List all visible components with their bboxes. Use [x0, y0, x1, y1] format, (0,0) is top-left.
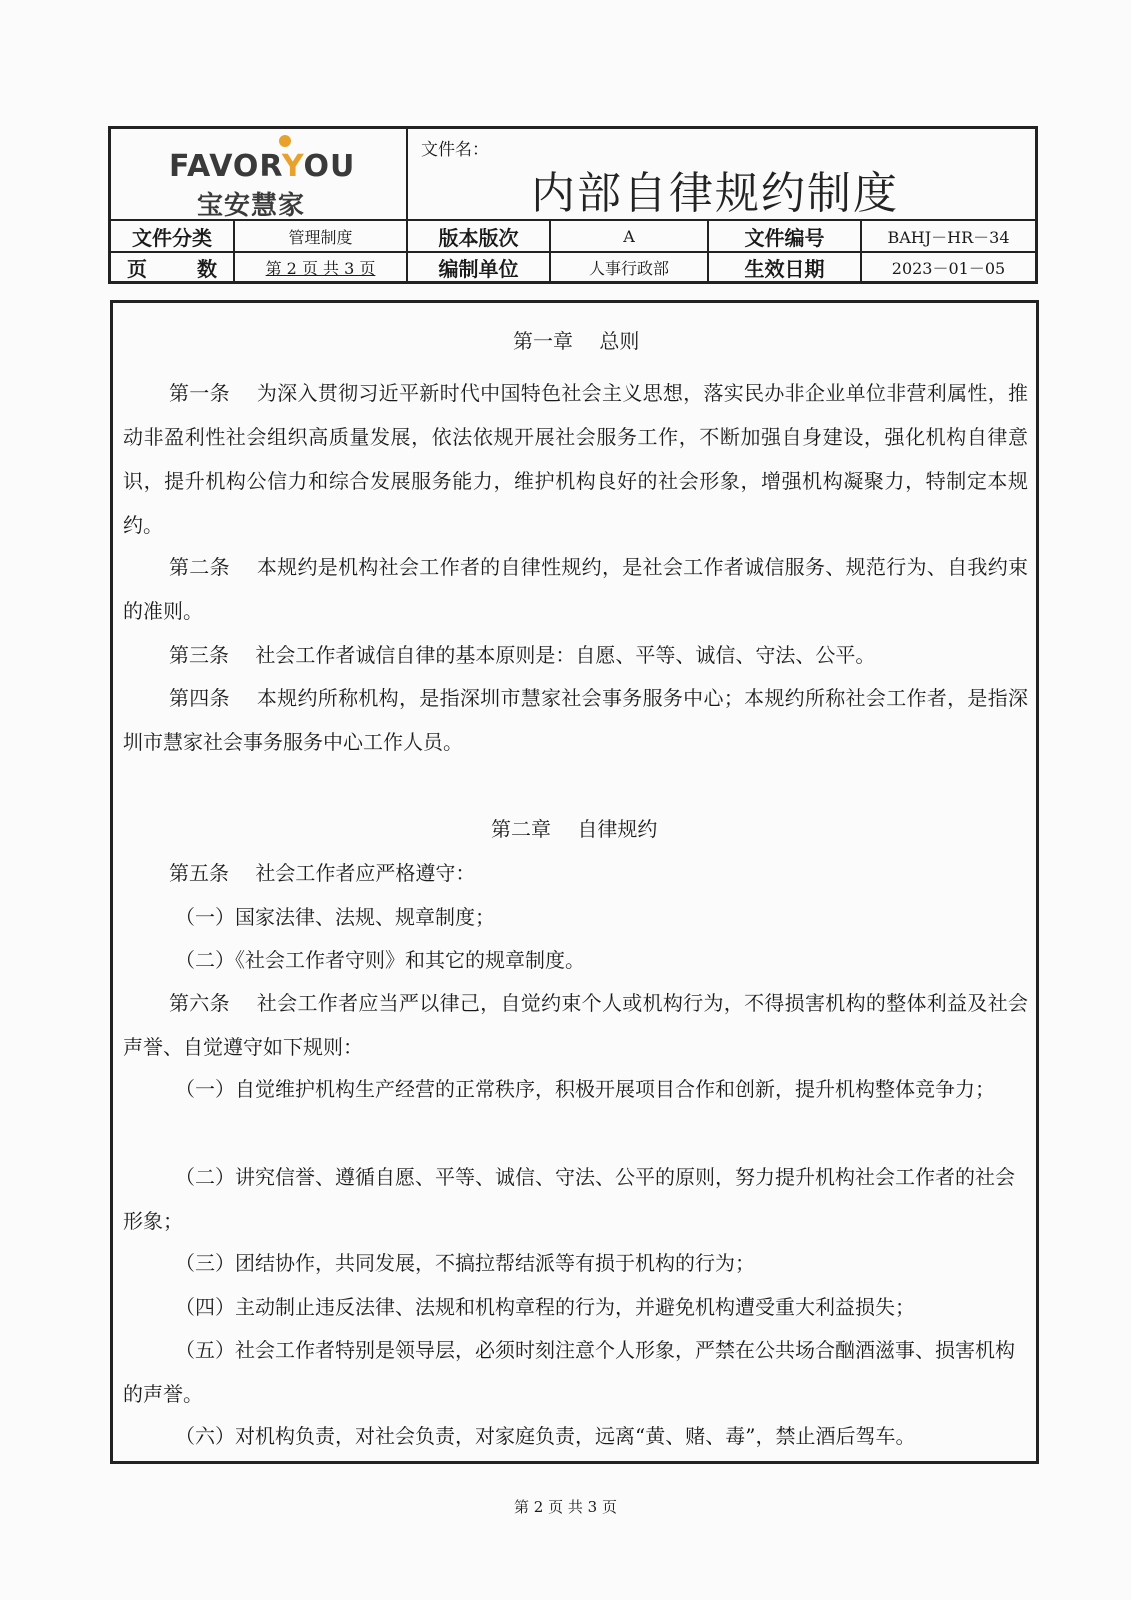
- document-header: [108, 126, 1038, 284]
- header-row-2: [111, 251, 1035, 281]
- logo-english: FAVORYOU: [169, 149, 356, 184]
- version-label: 版本版次: [408, 221, 551, 252]
- article-5-item-2: （二）《社会工作者守则》和其它的规章制度。: [175, 948, 585, 972]
- article-5: 第五条 社会工作者应严格遵守：: [169, 861, 476, 885]
- document-body: [110, 300, 1039, 1464]
- article-3: 第三条 社会工作者诚信自律的基本原则是：自愿、平等、诚信、守法、公平。: [169, 643, 876, 667]
- document-title: 内部自律规约制度: [531, 168, 899, 219]
- effective-date-label: 生效日期: [709, 253, 862, 281]
- file-name-label: 文件名：: [421, 140, 489, 160]
- article-5-item-1: （一）国家法律、法规、规章制度；: [175, 905, 495, 929]
- article-2: 第二条 本规约是机构社会工作者的自律性规约，是社会工作者诚信服务、规范行为、自我约束的准则。: [123, 555, 1028, 623]
- article-6-item-2: （二）讲究信誉、遵循自愿、平等、诚信、守法、公平的原则，努力提升机构社会工作者的社会形象；: [123, 1165, 1015, 1233]
- article-6-item-3: （三）团结协作，共同发展，不搞拉帮结派等有损于机构的行为；: [175, 1251, 755, 1275]
- file-number-label: 文件编号: [709, 221, 862, 252]
- category-label: 文件分类: [111, 221, 235, 252]
- version-value: A: [551, 221, 709, 252]
- article-6-item-6: （六）对机构负责，对社会负责，对家庭负责，远离“黄、赌、毒”，禁止酒后驾车。: [175, 1424, 916, 1448]
- department-value: 人事行政部: [551, 253, 709, 281]
- effective-date-value: 2023－01－05: [891, 258, 1006, 278]
- article-6-item-4: （四）主动制止违反法律、法规和机构章程的行为，并避免机构遭受重大利益损失；: [175, 1295, 915, 1319]
- file-number-value: BAHJ－HR－34: [887, 228, 1010, 247]
- logo-mark-icon: [279, 135, 291, 147]
- chapter-1-heading: 第一章 总则: [513, 329, 640, 353]
- header-row-1: [111, 219, 1035, 252]
- department-label: 编制单位: [408, 253, 551, 281]
- chapter-2-heading: 第二章 自律规约: [491, 817, 658, 841]
- article-6-item-5: （五）社会工作者特别是领导层，必须时刻注意个人形象，严禁在公共场合酗酒滋事、损害机构的声誉。: [123, 1338, 1015, 1406]
- article-4: 第四条 本规约所称机构，是指深圳市慧家社会事务服务中心；本规约所称社会工作者，是指深圳市慧家社会事务服务中心工作人员。: [123, 686, 1028, 754]
- pages-value: 第 2 页 共 3 页: [235, 253, 408, 281]
- category-value: 管理制度: [235, 221, 408, 252]
- article-6-item-1: （一）自觉维护机构生产经营的正常秩序，积极开展项目合作和创新，提升机构整体竞争力；: [175, 1077, 995, 1101]
- article-1: 第一条 为深入贯彻习近平新时代中国特色社会主义思想，落实民办非企业单位非营利属性，推动非盈利性社会组织高质量发展，依法依规开展社会服务工作，不断加强自身建设，强化机构自律意识，提升机构公信力和综合发展服务能力，维护机构良好的社会形象，增强机构凝聚力，特制定本规约。: [123, 381, 1028, 537]
- logo-chinese: 宝安慧家: [197, 191, 306, 221]
- logo: [111, 129, 408, 221]
- pages-label: 页 数: [111, 253, 235, 281]
- article-6: 第六条 社会工作者应当严以律己，自觉约束个人或机构行为，不得损害机构的整体利益及社会声誉、自觉遵守如下规则：: [123, 991, 1028, 1059]
- page-footer: 第 2 页 共 3 页: [514, 1498, 617, 1516]
